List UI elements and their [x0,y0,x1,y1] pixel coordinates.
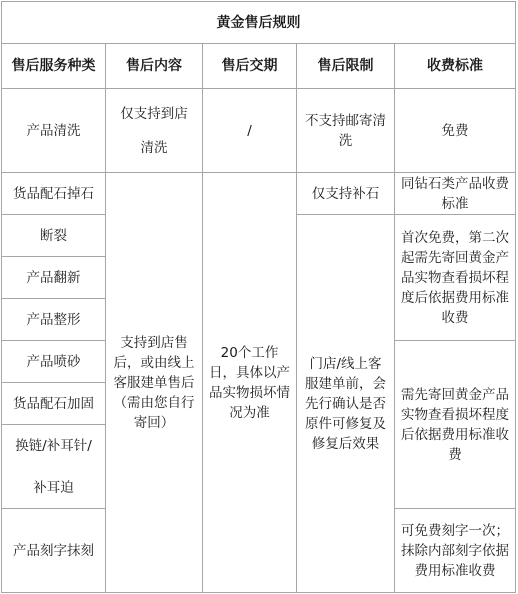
service-chain-pin [2,425,106,509]
header-limit: 售后限制 [297,44,395,89]
header-delivery: 售后交期 [203,44,297,89]
service-stone-fall: 货品配石掉石 [2,173,106,215]
gold-after-sales-table [1,1,516,593]
service-broken: 断裂 [2,215,106,257]
service-engraving: 产品刻字抹刻 [2,509,106,593]
table-row [2,89,516,173]
fee-return-first: 需先寄回黄金产品实物查看损坏程度后依据费用标准收费 [395,341,516,509]
fee-cleaning: 免费 [395,89,516,173]
service-sandblast: 产品喷砂 [2,341,106,383]
fee-first-free: 首次免费，第二次起需先寄回黄金产品实物查看损坏程度后依据费用标准收费 [395,215,516,341]
header-service-type: 售后服务种类 [2,44,106,89]
content-cleaning-line1: 仅支持到店 [120,105,188,122]
service-chain-pin-line2: 补耳迫 [33,479,74,496]
service-reshape: 产品整形 [2,299,106,341]
table-title: 黄金售后规则 [2,2,516,44]
header-content: 售后内容 [106,44,203,89]
limit-shared: 门店/线上客服建单前，会先行确认是否原件可修复及修复后效果 [297,215,395,593]
service-refurbish: 产品翻新 [2,257,106,299]
delivery-shared: 20个工作日，具体以产品实物损坏情况为准 [203,173,297,593]
header-fee: 收费标准 [395,44,516,89]
limit-stone-fall: 仅支持补石 [297,173,395,215]
table-row [2,173,516,215]
fee-engraving: 可免费刻字一次；抹除内部刻字依据费用标准收费 [395,509,516,593]
content-cleaning [106,89,203,173]
content-cleaning-line2: 清洗 [140,139,168,156]
delivery-cleaning: / [203,89,297,173]
limit-cleaning: 不支持邮寄清洗 [297,89,395,173]
fee-stone-fall: 同钻石类产品收费标准 [395,173,516,215]
service-chain-pin-line1: 换链/补耳针/ [15,437,92,454]
service-cleaning: 产品清洗 [2,89,106,173]
content-shared: 支持到店售后，或由线上客服建单售后（需由您自行寄回） [106,173,203,593]
service-stone-add: 货品配石加固 [2,383,106,425]
